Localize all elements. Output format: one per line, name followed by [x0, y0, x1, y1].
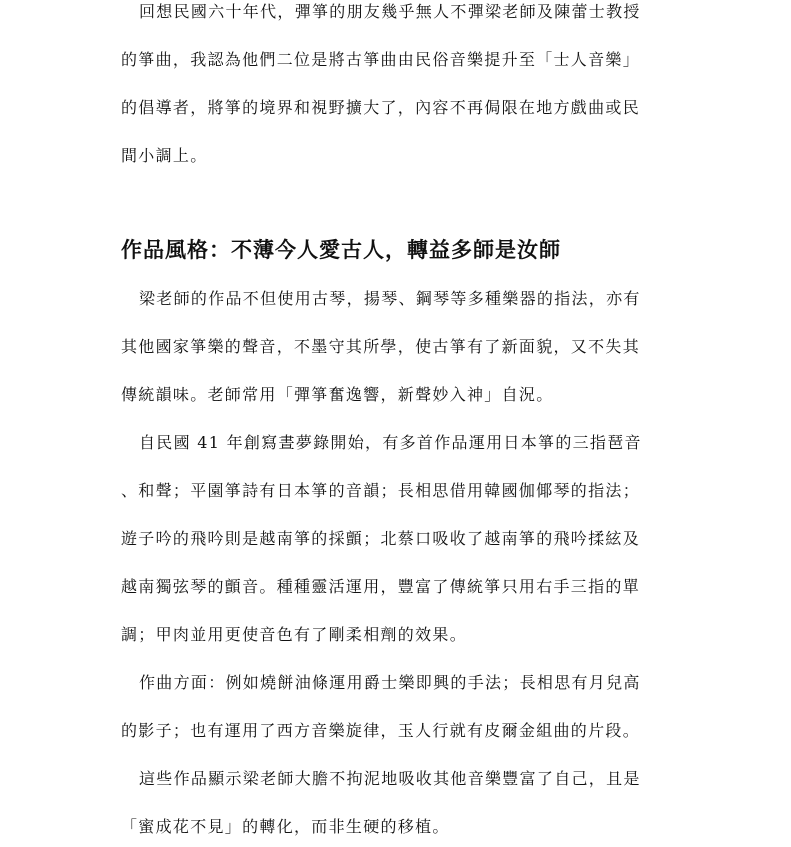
intro-line-3: 的倡導者，將箏的境界和視野擴大了，內容不再侷限在地方戲曲或民 [121, 98, 641, 117]
section-heading: 作品風格：不薄今人愛古人，轉益多師是汝師 [121, 237, 561, 262]
para2-line-2: 、和聲；平園箏詩有日本箏的音韻；長相思借用韓國伽倻琴的指法； [121, 481, 641, 500]
para3-line-1: 作曲方面：例如燒餅油條運用爵士樂即興的手法；長相思有月兒高 [139, 673, 641, 692]
para2-line-3: 遊子吟的飛吟則是越南箏的採顫；北蔡口吸收了越南箏的飛吟揉絃及 [121, 529, 641, 548]
para1-line-3: 傳統韻味。老師常用「彈箏奮逸響，新聲妙入神」自況。 [121, 385, 554, 404]
intro-line-4: 間小調上。 [121, 146, 208, 165]
para1-line-2: 其他國家箏樂的聲音，不墨守其所學，使古箏有了新面貌，又不失其 [121, 337, 641, 356]
para2-line-5: 調；甲肉並用更使音色有了剛柔相劑的效果。 [121, 625, 468, 644]
para2-line-1: 自民國 41 年創寫晝夢錄開始，有多首作品運用日本箏的三指琶音 [139, 433, 642, 452]
intro-line-2: 的箏曲，我認為他們二位是將古箏曲由民俗音樂提升至「士人音樂」 [121, 50, 641, 69]
intro-line-1: 回想民國六十年代，彈箏的朋友幾乎無人不彈梁老師及陳蕾士教授 [139, 2, 641, 21]
para1-line-1: 梁老師的作品不但使用古琴，揚琴、鋼琴等多種樂器的指法，亦有 [139, 289, 641, 308]
para4-line-2: 「蜜成花不見」的轉化，而非生硬的移植。 [121, 817, 450, 836]
para3-line-2: 的影子；也有運用了西方音樂旋律，玉人行就有皮爾金組曲的片段。 [121, 721, 641, 740]
para2-line-4: 越南獨弦琴的顫音。種種靈活運用，豐富了傳統箏只用右手三指的單 [121, 577, 641, 596]
para4-line-1: 這些作品顯示梁老師大膽不拘泥地吸收其他音樂豐富了自己，且是 [139, 769, 641, 788]
